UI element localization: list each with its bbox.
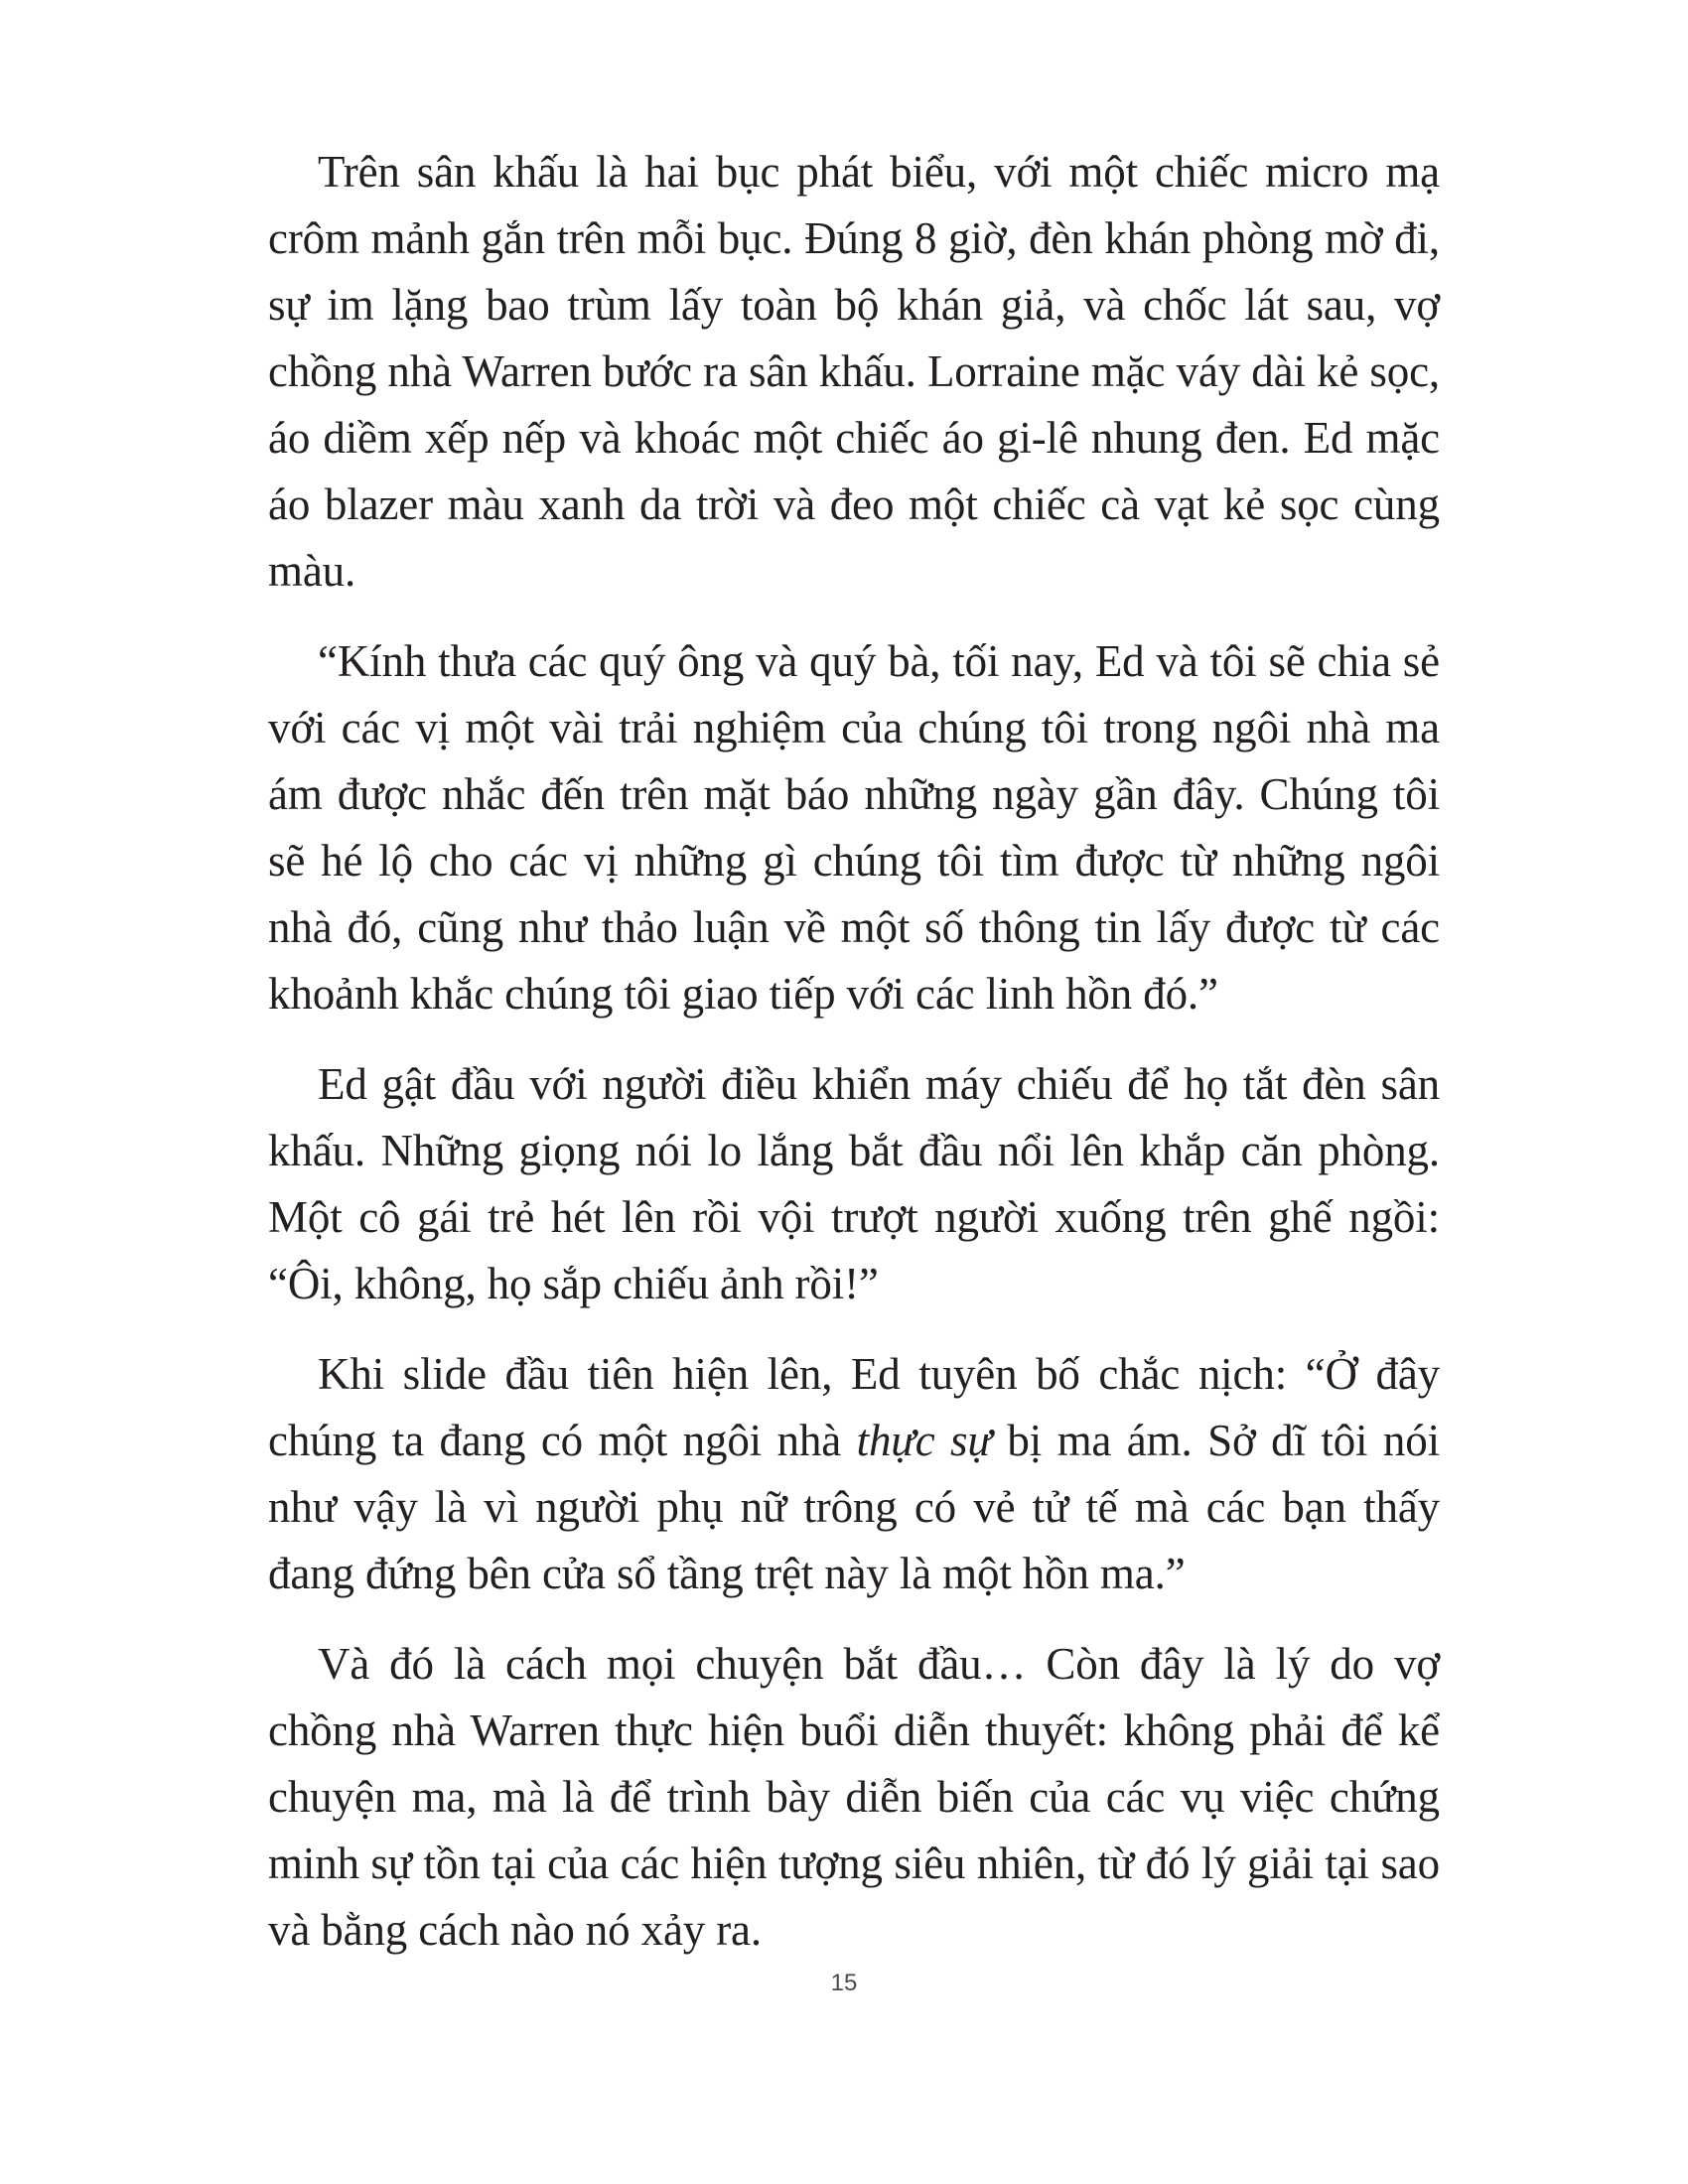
emphasis-text: thực sự bbox=[856, 1416, 992, 1465]
paragraph-first-slide bbox=[268, 1341, 1440, 1607]
page-number: 15 bbox=[830, 1970, 858, 1996]
paragraph-how-it-began: Và đó là cách mọi chuyện bắt đầu… Còn đây là lý do vợ chồng nhà Warren thực hiện buổi diễn thuyết: không phải để kể chuyện ma, mà là để trình bày diễn biến của các vụ việc chứng minh sự tồn tại của các hiện tượng siêu nhiên, từ đó lý giải tại sao và bằng cách nào nó xảy ra. bbox=[268, 1639, 1440, 1955]
first-slide-text-start: Khi slide đầu tiên hiện lên, Ed tuyên bố chắc nịch: “Ở đây chúng ta đang có một ngôi nhà bbox=[268, 1349, 1440, 1465]
first-slide-text-end: bị ma ám. Sở dĩ tôi nói như vậy là vì người phụ nữ trông có vẻ tử tế mà các bạn thấy đang đứng bên cửa sổ tầng trệt này là một hồn ma.” bbox=[268, 1416, 1440, 1598]
paragraph-lorraine-speech: “Kính thưa các quý ông và quý bà, tối nay, Ed và tôi sẽ chia sẻ với các vị một vài trải nghiệm của chúng tôi trong ngôi nhà ma ám được nhắc đến trên mặt báo những ngày gần đây. Chúng tôi sẽ hé lộ cho các vị những gì chúng tôi tìm được từ những ngôi nhà đó, cũng như thảo luận về một số thông tin lấy được từ các khoảnh khắc chúng tôi giao tiếp với các linh hồn đó.” bbox=[268, 636, 1440, 1019]
paragraph-projector-lights: Ed gật đầu với người điều khiển máy chiếu để họ tắt đèn sân khấu. Những giọng nói lo lắng bắt đầu nổi lên khắp căn phòng. Một cô gái trẻ hét lên rồi vội trượt người xuống trên ghế ngồi: “Ôi, không, họ sắp chiếu ảnh rồi!” bbox=[268, 1059, 1440, 1308]
paragraph-stage-description: Trên sân khấu là hai bục phát biểu, với một chiếc micro mạ crôm mảnh gắn trên mỗi bục. Đúng 8 giờ, đèn khán phòng mờ đi, sự im lặng bao trùm lấy toàn bộ khán giả, và chốc lát sau, vợ chồng nhà Warren bước ra sân khấu. Lorraine mặc váy dài kẻ sọc, áo diềm xếp nếp và khoác một chiếc áo gi-lê nhung đen. Ed mặc áo blazer màu xanh da trời và đeo một chiếc cà vạt kẻ sọc cùng màu. bbox=[268, 147, 1440, 596]
body-text bbox=[268, 139, 1440, 1987]
